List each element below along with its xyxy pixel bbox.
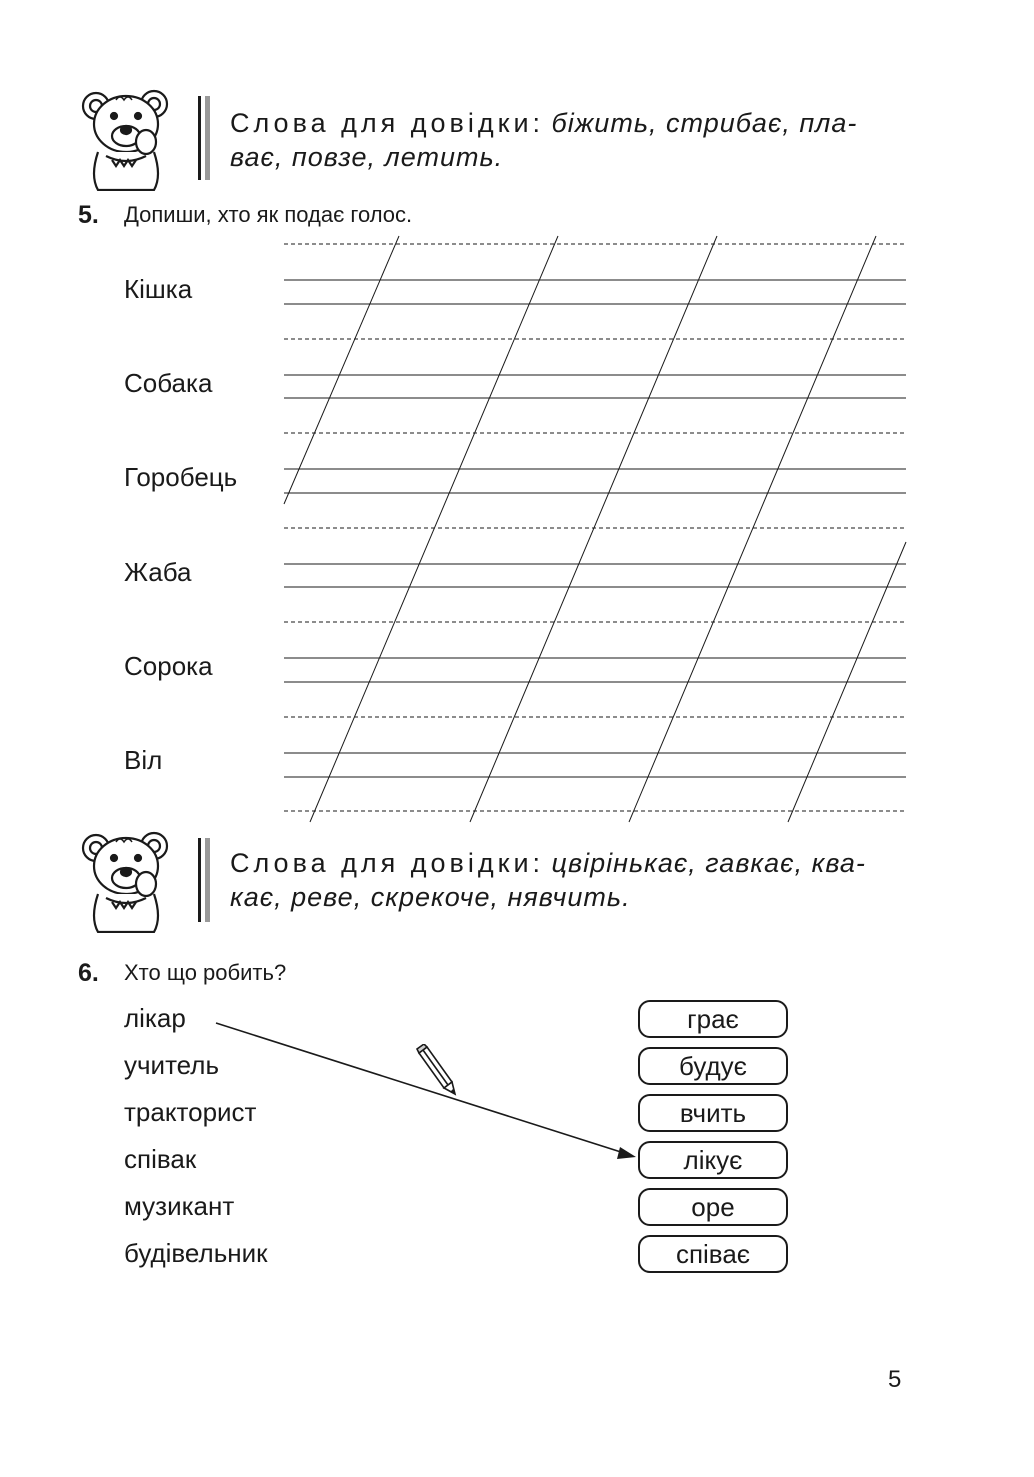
person-label: лікар: [124, 1003, 186, 1033]
hint-words: ває, повзе, летить.: [230, 142, 504, 172]
animal-label: Кішка: [124, 274, 193, 304]
task-instruction: Допиши, хто як подає голос.: [124, 202, 413, 227]
hint-box: [230, 846, 910, 914]
animal-label: Сорока: [124, 651, 213, 681]
hint-box: [230, 106, 910, 174]
person-label: музикант: [124, 1191, 235, 1221]
animal-label: Жаба: [124, 557, 192, 587]
bear-mascot-icon: [76, 86, 176, 191]
hint-bar: [198, 96, 201, 180]
animal-label: Собака: [124, 368, 213, 398]
person-label: учитель: [124, 1050, 219, 1080]
hint-bar: [205, 838, 210, 922]
bear-mascot-icon: [76, 828, 176, 933]
pencil-icon: [414, 1044, 460, 1096]
action-box[interactable]: грає: [638, 1000, 788, 1038]
person-label: будівельник: [124, 1238, 268, 1268]
hint-words: кає, реве, скрекоче, нявчить.: [230, 882, 631, 912]
action-box[interactable]: оре: [638, 1188, 788, 1226]
hint-bar: [205, 96, 210, 180]
hint-words: біжить, стрибає, пла-: [551, 108, 858, 138]
animal-label: Віл: [124, 745, 163, 775]
hint-words: цвірінькає, гавкає, ква-: [551, 848, 866, 878]
person-label: співак: [124, 1144, 197, 1174]
page-number: 5: [888, 1366, 902, 1393]
hint-lead: Слова для довідки:: [230, 848, 545, 878]
action-box[interactable]: будує: [638, 1047, 788, 1085]
writing-lines[interactable]: [280, 232, 910, 826]
task-instruction: Хто що робить?: [124, 960, 287, 985]
person-label: тракторист: [124, 1097, 257, 1127]
action-box[interactable]: вчить: [638, 1094, 788, 1132]
hint-lead: Слова для довідки:: [230, 108, 545, 138]
action-box[interactable]: співає: [638, 1235, 788, 1273]
action-box[interactable]: лікує: [638, 1141, 788, 1179]
animal-label: Горобець: [124, 462, 238, 492]
task-number: 6.: [78, 959, 99, 987]
hint-bar: [198, 838, 201, 922]
task-number: 5.: [78, 201, 99, 229]
